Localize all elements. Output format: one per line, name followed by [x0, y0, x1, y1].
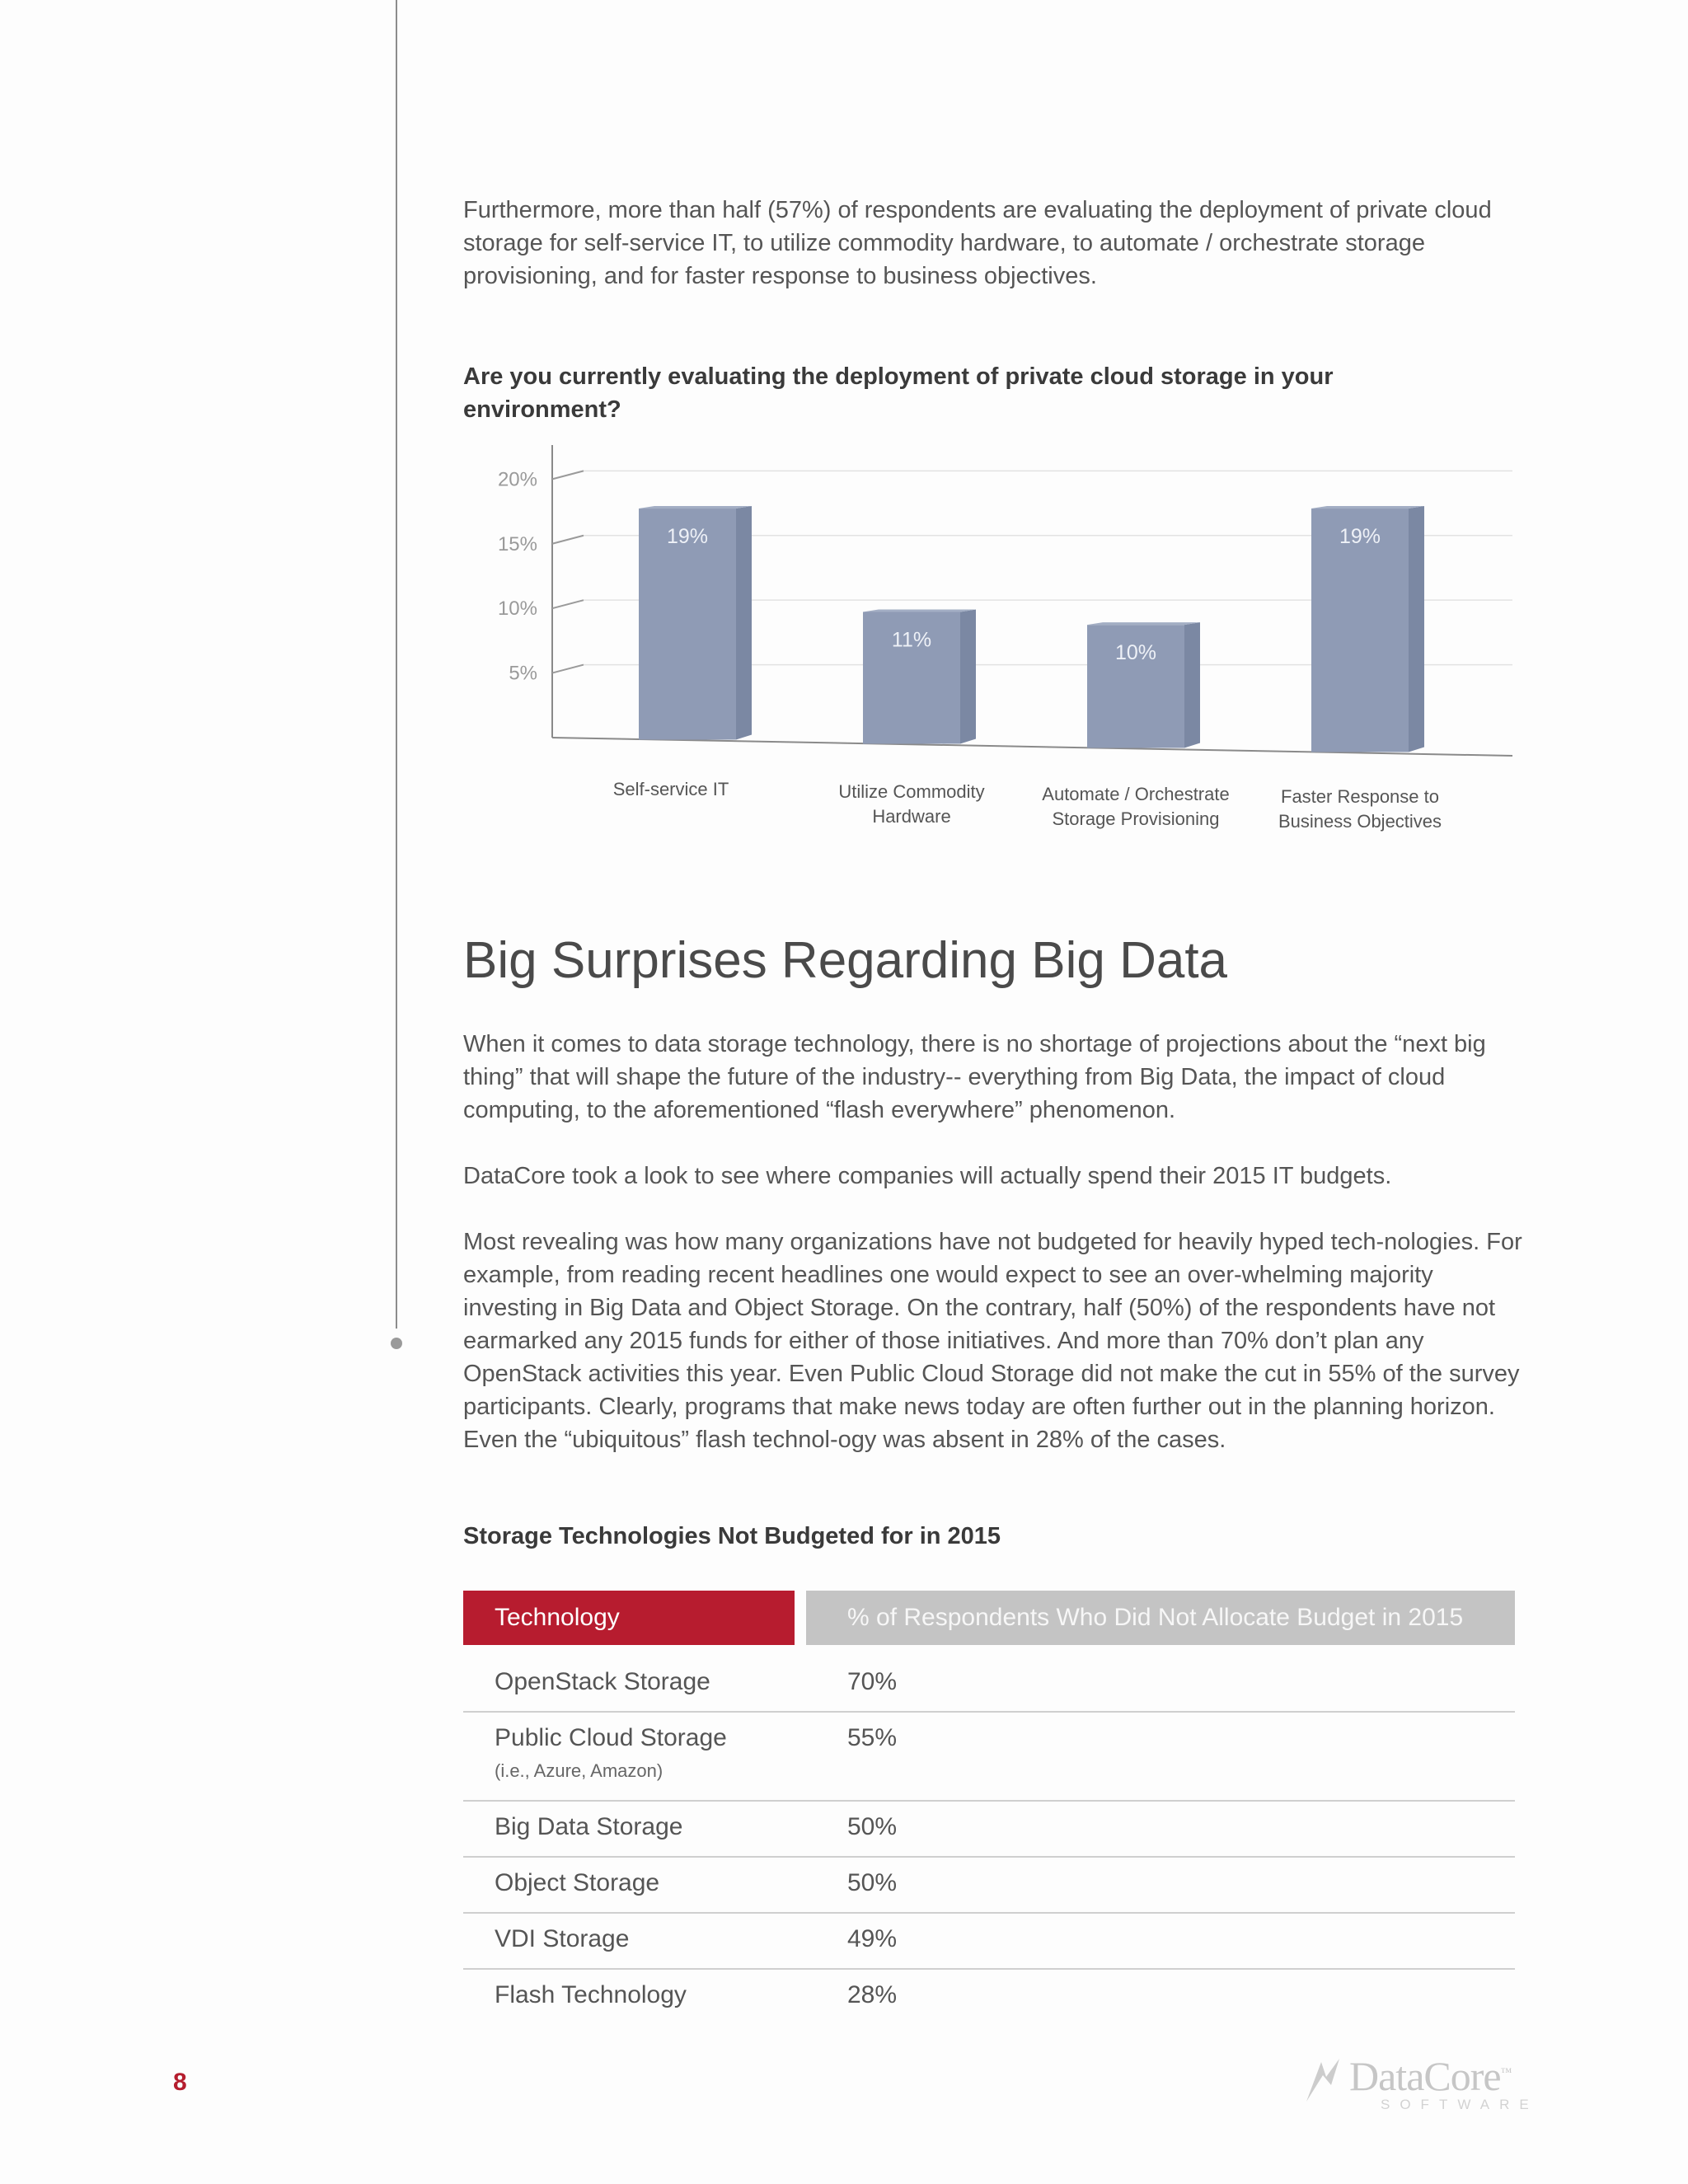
cell-percent: 50%	[847, 1813, 898, 1840]
bar-side	[1409, 506, 1424, 752]
logo-subtitle: SOFTWARE	[1381, 2097, 1539, 2112]
bar-value-label: 11%	[891, 628, 932, 652]
header-percent: % of Respondents Who Did Not Allocate Budget in 2015	[806, 1591, 1515, 1645]
chart-question: Are you currently evaluating the deployment of private cloud storage in your environment?	[463, 363, 1334, 423]
bar-value-label: 19%	[666, 525, 709, 549]
table-row	[463, 1802, 1515, 1858]
logo-name: DataCore™	[1349, 2053, 1512, 2099]
grid-tick	[552, 471, 584, 479]
cell-technology: VDI Storage	[495, 1925, 630, 1952]
table-title: Storage Technologies Not Budgeted for in 2015	[463, 1523, 1001, 1549]
bar-side	[1184, 622, 1200, 748]
x-category-label: Faster Response to	[1281, 786, 1439, 807]
y-tick-label: 20%	[497, 468, 537, 491]
bar-side	[960, 610, 976, 744]
x-category-label: Business Objectives	[1278, 811, 1442, 832]
body-paragraph-2: DataCore took a look to see where companies will actually spend their 2015 IT budgets.	[463, 1163, 1392, 1189]
datacore-logo	[1298, 2052, 1539, 2112]
table-row	[463, 1645, 1515, 1713]
y-tick-label: 15%	[497, 532, 537, 555]
cell-technology: Object Storage	[495, 1869, 660, 1896]
cell-percent: 70%	[847, 1668, 898, 1695]
section-heading: Big Surprises Regarding Big Data	[463, 932, 1228, 989]
y-tick-label: 5%	[509, 662, 537, 685]
grid-tick	[552, 600, 584, 608]
bar-top	[1311, 506, 1424, 509]
bar-top	[639, 506, 752, 509]
bar-value-label: 10%	[1114, 641, 1157, 665]
x-category-label: Hardware	[872, 806, 951, 827]
table-row	[463, 1914, 1515, 1970]
x-category-label: Storage Provisioning	[1052, 808, 1220, 829]
grid-tick	[552, 665, 584, 673]
sidebar-divider-dot	[391, 1338, 402, 1349]
cell-technology: Big Data Storage	[495, 1813, 683, 1840]
y-tick-label: 10%	[497, 598, 537, 621]
x-category-label: Utilize Commodity	[838, 781, 985, 802]
bar-top	[1087, 622, 1200, 625]
cell-percent: 28%	[847, 1981, 898, 2008]
header-technology: Technology	[463, 1591, 795, 1645]
cell-technology: Flash Technology	[495, 1981, 687, 2008]
grid-tick	[552, 536, 584, 544]
table-of-contents	[0, 0, 396, 2184]
x-category-label: Self-service IT	[612, 779, 729, 799]
table-row	[463, 1713, 1515, 1802]
chart-svg	[462, 437, 1533, 832]
cell-percent: 49%	[847, 1925, 898, 1952]
table-row	[463, 1858, 1515, 1914]
body-paragraph-1: When it comes to data storage technology, there is no shortage of projections about the “next big thing” that will shape the future of the industry-- everything from Big Data, the impact of cloud computing, to the aforementioned “flash everywhere” phenomenon.	[463, 1031, 1486, 1123]
intro-paragraph: Furthermore, more than half (57%) of respondents are evaluating the deployment of private cloud storage for self-service IT, to utilize commodity hardware, to automate / orchestrate storage provisioning, and for faster response to business objectives.	[463, 197, 1492, 289]
private-cloud-bar-chart	[462, 437, 1533, 832]
table-header	[463, 1591, 1515, 1645]
cell-percent: 50%	[847, 1869, 898, 1896]
bar-top	[863, 610, 976, 612]
budget-table	[463, 1591, 1515, 2008]
x-category-label: Automate / Orchestrate	[1042, 784, 1230, 804]
page-number: 8	[173, 2069, 187, 2096]
bar-value-label: 19%	[1339, 525, 1381, 549]
bar-side	[736, 506, 752, 739]
cell-technology: Public Cloud Storage	[495, 1724, 727, 1751]
cell-percent: 55%	[847, 1724, 898, 1751]
table-row	[463, 1970, 1515, 2024]
body-paragraph-3: Most revealing was how many organizations have not budgeted for heavily hyped tech-nologies. For example, from reading recent headlines one would expect to see an over-whelming majority investing in Big Data and Object Storage. On the contrary, half (50%) of the respondents have not earmarked any 2015 funds for either of those initiatives. And more than 70% don’t plan any OpenStack activities this year. Even Public Cloud Storage did not make the cut in 55% of the survey participants. Clearly, programs that make news today are often further out in the planning horizon. Even the “ubiquitous” flash technol-ogy was absent in 28% of the cases.	[463, 1229, 1522, 1453]
cell-note: (i.e., Azure, Amazon)	[495, 1760, 663, 1781]
cell-technology: OpenStack Storage	[495, 1668, 710, 1695]
logo-mark-icon	[1298, 2052, 1348, 2110]
sidebar-divider	[396, 0, 397, 1329]
